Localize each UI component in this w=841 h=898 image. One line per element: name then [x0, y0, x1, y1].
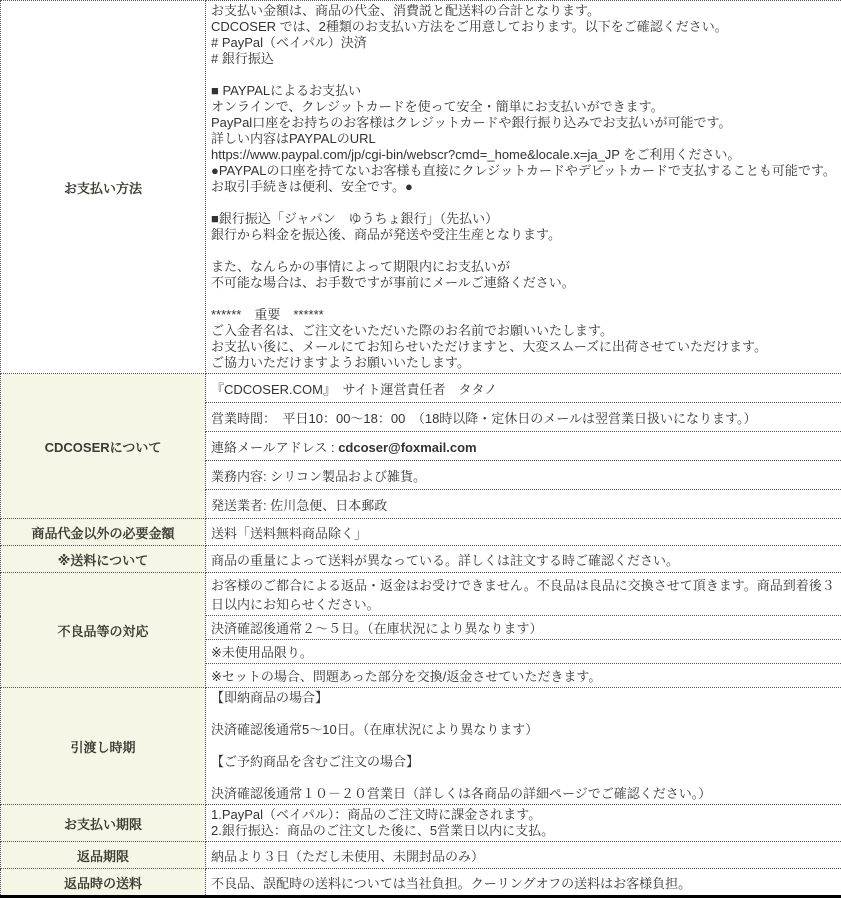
- payment-line: ●PAYPALの口座を持てないお客様も直接にクレジットカードやデビットカードで支払することも可能です。: [211, 163, 841, 179]
- about-site-manager: 『CDCOSER.COM』 サイト運営責任者 タタノ: [206, 374, 841, 403]
- delivery-body: [206, 688, 841, 805]
- contact-label: 連絡メールアドレス :: [211, 440, 338, 455]
- payment-method-label: お支払い方法: [1, 1, 206, 374]
- section-extra-fees: [1, 519, 841, 546]
- payment-line-blank: [211, 67, 841, 83]
- payment-line-blank: [211, 243, 841, 259]
- payment-line: 詳しい内容はPAYPALのURL: [211, 131, 841, 147]
- defective-row: 決済確認後通常２～５日。（在庫状況により異なります）: [206, 616, 841, 640]
- shipping-note-text: 商品の重量によって送料が異なっている。詳しくは註文する時ご確認ください。: [206, 546, 841, 573]
- payment-line: ■ PAYPALによるお支払い: [211, 83, 841, 99]
- section-return-deadline: [1, 842, 841, 869]
- delivery-line: 決済確認後通常１０－２０営業日（詳しくは各商品の詳細ページでご確認ください。）: [211, 786, 841, 802]
- payment-deadline-body: [206, 805, 841, 842]
- payment-line: # PayPal（ベイパル）決済: [211, 35, 841, 51]
- payment-line: PayPal口座をお持ちのお客様はクレジットカードや銀行振り込みでお支払いが可能です。: [211, 115, 841, 131]
- payment-line: オンラインで、クレジットカードを使って安全・簡単にお支払いができます。: [211, 99, 841, 115]
- about-shipper: 発送業者: 佐川急便、日本郵政: [206, 490, 841, 519]
- payment-line: 不可能な場合は、お手数ですが事前にメールご連絡ください。: [211, 275, 841, 291]
- payment-deadline-line: 1.PayPal（ベイパル）：商品のご注文時に課金されます。: [211, 807, 841, 823]
- return-deadline-label: 返品期限: [1, 842, 206, 869]
- payment-deadline-label: お支払い期限: [1, 805, 206, 842]
- section-shipping-note: [1, 546, 841, 573]
- delivery-line-blank: [211, 706, 841, 722]
- about-contact: [206, 432, 841, 461]
- section-return-shipping: [1, 869, 841, 897]
- defective-row: お客様のご都合による返品・返金はお受けできません。不良品は良品に交換させて頂きます。商品到着後３日以内にお知らせください。: [206, 573, 841, 616]
- about-label: CDCOSERについて: [1, 374, 206, 519]
- payment-line: CDCOSER では、2種類のお支払い方法をご用意しております。以下をご確認ください。: [211, 19, 841, 35]
- about-hours: 営業時間： 平日10：00～18：00 （18時以降・定休日のメールは翌営業日扱いになります。）: [206, 403, 841, 432]
- extra-fees-text: 送料「送料無料商品除く」: [206, 519, 841, 546]
- payment-line: お支払い金額は、商品の代金、消費説と配送料の合計となります。: [211, 3, 841, 19]
- payment-line: お取引手続きは便利、安全です。●: [211, 179, 841, 195]
- shipping-note-label: ※送料について: [1, 546, 206, 573]
- payment-line-blank: [211, 291, 841, 307]
- defective-row: ※未使用品限り。: [206, 640, 841, 664]
- defective-row: ※セットの場合、問題あった部分を交換/返金させていただきます。: [206, 664, 841, 688]
- extra-fees-label: 商品代金以外の必要金額: [1, 519, 206, 546]
- payment-line: ご入金者名は、ご注文をいただいた際のお名前でお願いいたします。: [211, 323, 841, 339]
- return-deadline-text: 納品より３日（ただし未使用、未開封品のみ）: [206, 842, 841, 869]
- contact-email: cdcoser@foxmail.com: [338, 440, 476, 455]
- payment-line: ■銀行振込「ジャパン ゆうちょ銀行」（先払い）: [211, 211, 841, 227]
- about-business: 業務内容: シリコン製品および雑貨。: [206, 461, 841, 490]
- section-about: [1, 374, 841, 403]
- section-payment-deadline: [1, 805, 841, 842]
- delivery-line-blank: [211, 738, 841, 754]
- delivery-line: 【即納商品の場合】: [211, 690, 841, 706]
- section-delivery: [1, 688, 841, 805]
- payment-line: また、なんらかの事情によって期限内にお支払いが: [211, 259, 841, 275]
- payment-line: 銀行から料金を振込後、商品が発送や受注生産となります。: [211, 227, 841, 243]
- section-defective: [1, 573, 841, 616]
- section-payment-method: [1, 1, 841, 374]
- payment-line-blank: [211, 195, 841, 211]
- delivery-label: 引渡し時期: [1, 688, 206, 805]
- delivery-line: 【ご予約商品を含むご注文の場合】: [211, 754, 841, 770]
- payment-line: # 銀行振込: [211, 51, 841, 67]
- payment-method-body: [206, 1, 841, 374]
- defective-label: 不良品等の対応: [1, 573, 206, 688]
- return-shipping-label: 返品時の送料: [1, 869, 206, 897]
- return-shipping-text: 不良品、誤配時の送料については当社負担。クーリングオフの送料はお客様負担。: [206, 869, 841, 897]
- delivery-line: 決済確認後通常5～10日。（在庫状況により異なります）: [211, 722, 841, 738]
- payment-line-important: ****** 重要 ******: [211, 307, 841, 323]
- payment-line: お支払い後に、メールにてお知らせいただけますと、大変スムーズに出荷させていただけます。: [211, 339, 841, 355]
- paypal-url-text: https://www.paypal.com/jp/cgi-bin/webscr?cmd=_home&locale.x=ja_JP をご利用ください。: [211, 147, 841, 163]
- delivery-line-blank: [211, 770, 841, 786]
- payment-line: ご協力いただけますようお願いいたします。: [211, 355, 841, 371]
- payment-deadline-line: 2.銀行振込：商品のご注文した後に、5営業日以内に支払。: [211, 823, 841, 839]
